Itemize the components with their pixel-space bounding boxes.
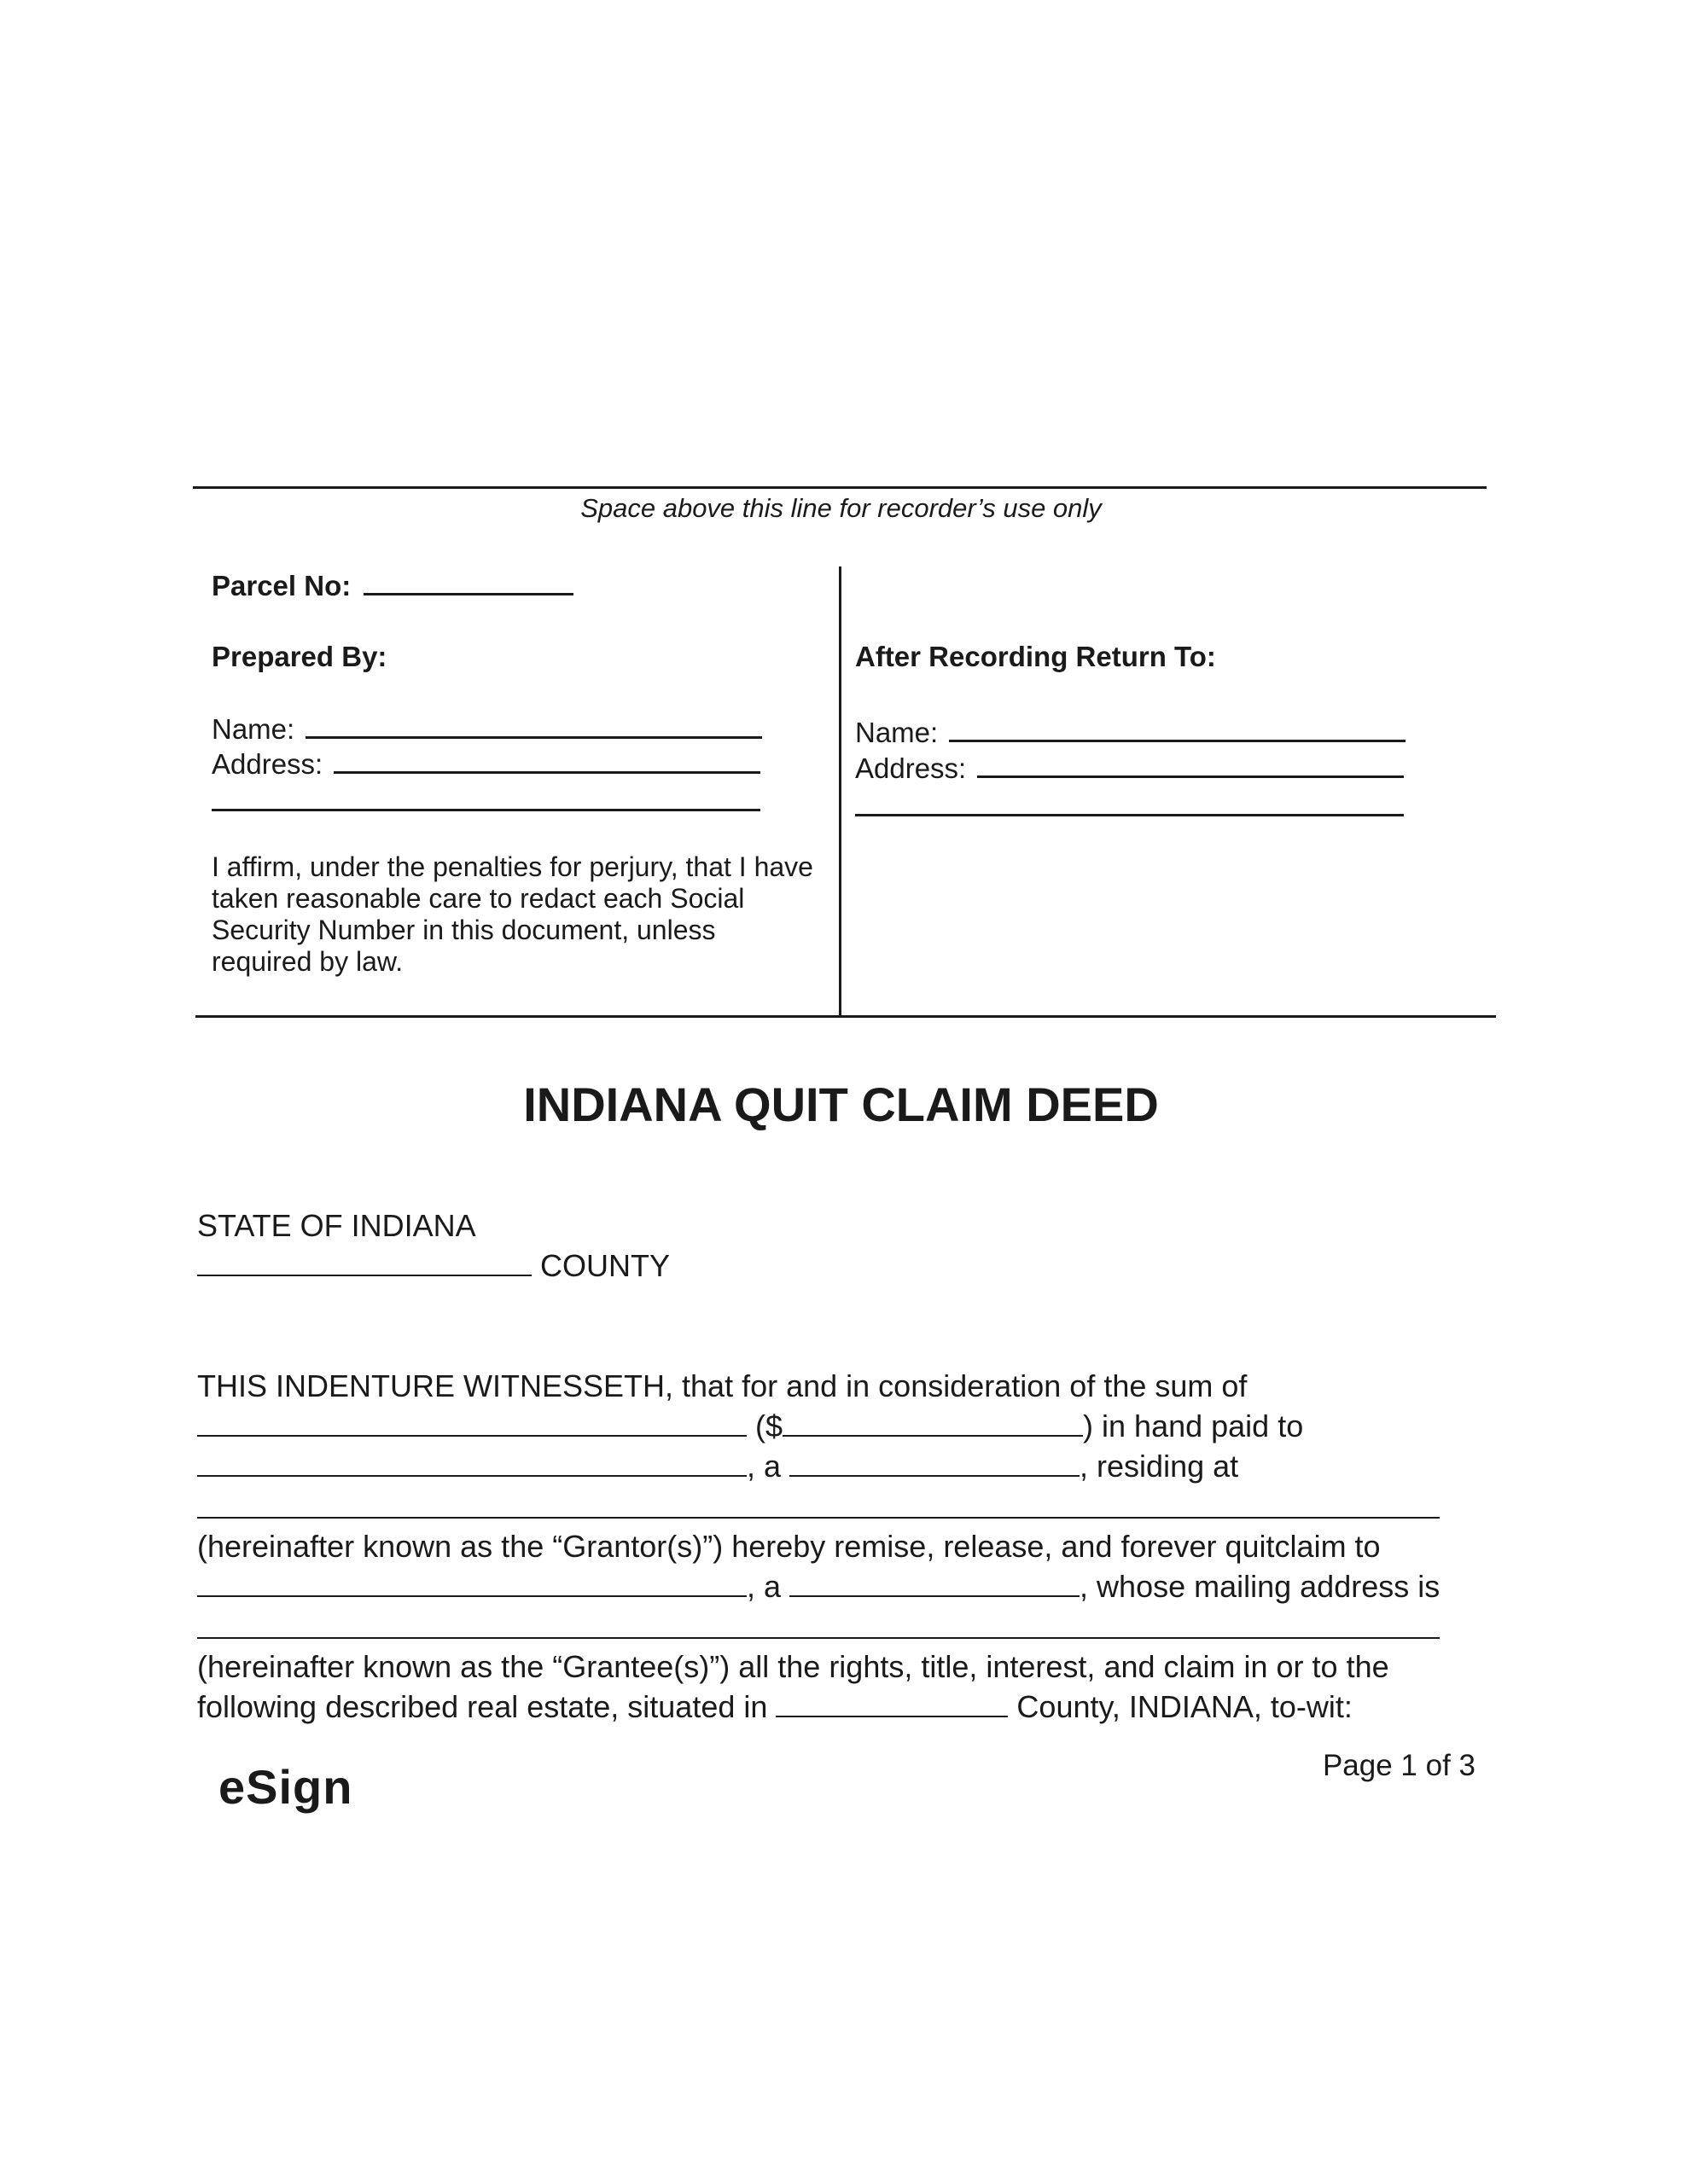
- mailing-address-is: , whose mailing address is: [1080, 1569, 1440, 1604]
- prepared-address-blank: [334, 746, 760, 774]
- body-line-8: (hereinafter known as the “Grantee(s)”) all the rights, title, interest, and claim in or to the: [197, 1649, 1389, 1684]
- situated-in: following described real estate, situated in: [197, 1689, 768, 1724]
- header-bottom-line: [195, 1015, 1496, 1018]
- grantor-name-blank: [197, 1448, 747, 1477]
- return-address-line2: [855, 814, 1404, 816]
- affirm-line-3: Security Number in this document, unless: [212, 915, 716, 945]
- body-line-2: [197, 1406, 1303, 1446]
- document-title: INDIANA QUIT CLAIM DEED: [523, 1077, 1159, 1131]
- grantee-address-line: [197, 1637, 1440, 1639]
- return-address: [855, 750, 1404, 786]
- return-address-blank: [977, 750, 1404, 778]
- grantee-marital-blank: [789, 1568, 1080, 1597]
- grantor-marital-blank: [789, 1448, 1080, 1477]
- consideration-words-blank: [197, 1408, 747, 1437]
- dollar-open: ($: [755, 1409, 783, 1443]
- prepared-name: [212, 711, 762, 746]
- return-name: [855, 714, 1406, 750]
- body-line-6: [197, 1566, 1440, 1606]
- prepared-address: [212, 746, 760, 781]
- recorder-note: Space above this line for recorder’s use only: [580, 493, 1102, 523]
- body-line-9: [197, 1687, 1353, 1727]
- parcel-label: Parcel No:: [212, 570, 352, 601]
- consideration-amount-blank: [783, 1408, 1083, 1437]
- header-divider: [839, 566, 841, 1017]
- county-suffix: COUNTY: [540, 1248, 671, 1283]
- return-name-blank: [949, 714, 1406, 742]
- esign-logo: eSign: [218, 1760, 353, 1814]
- grantee-name-blank: [197, 1568, 747, 1597]
- page-number: Page 1 of 3: [1322, 1749, 1475, 1782]
- venue-state: STATE OF INDIANA: [197, 1208, 476, 1243]
- recorder-line: [193, 486, 1487, 489]
- residing-at: , residing at: [1080, 1449, 1239, 1484]
- in-hand-paid: ) in hand paid to: [1083, 1409, 1304, 1443]
- county-indiana-towit: County, INDIANA, to-wit:: [1016, 1689, 1353, 1724]
- body-line-5: (hereinafter known as the “Grantor(s)”) hereby remise, release, and forever quitclaim to: [197, 1529, 1381, 1564]
- affirm-line-2: taken reasonable care to redact each Social: [212, 883, 745, 914]
- prepared-address-line2: [212, 809, 760, 811]
- return-to-label: After Recording Return To:: [855, 641, 1216, 672]
- return-name-label: Name:: [855, 717, 939, 748]
- venue-county: [197, 1246, 670, 1286]
- parcel-blank: [364, 567, 573, 595]
- body-line-3: [197, 1446, 1238, 1486]
- affirm-line-4: required by law.: [212, 946, 404, 977]
- prepared-name-label: Name:: [212, 713, 295, 745]
- body-line-1: THIS INDENTURE WITNESSETH, that for and in consideration of the sum of: [197, 1368, 1248, 1403]
- county-blank: [197, 1247, 532, 1276]
- prepared-address-label: Address:: [212, 748, 323, 780]
- affirm-line-1: I affirm, under the penalties for perjury, that I have: [212, 851, 813, 882]
- prepared-by-label: Prepared By:: [212, 641, 387, 672]
- parcel-no: [212, 567, 573, 603]
- return-address-label: Address:: [855, 752, 967, 784]
- prepared-name-blank: [306, 711, 762, 739]
- grantor-a: , a: [747, 1449, 782, 1484]
- grantee-a: , a: [747, 1569, 782, 1604]
- grantor-address-line: [197, 1517, 1440, 1519]
- property-county-blank: [776, 1688, 1008, 1717]
